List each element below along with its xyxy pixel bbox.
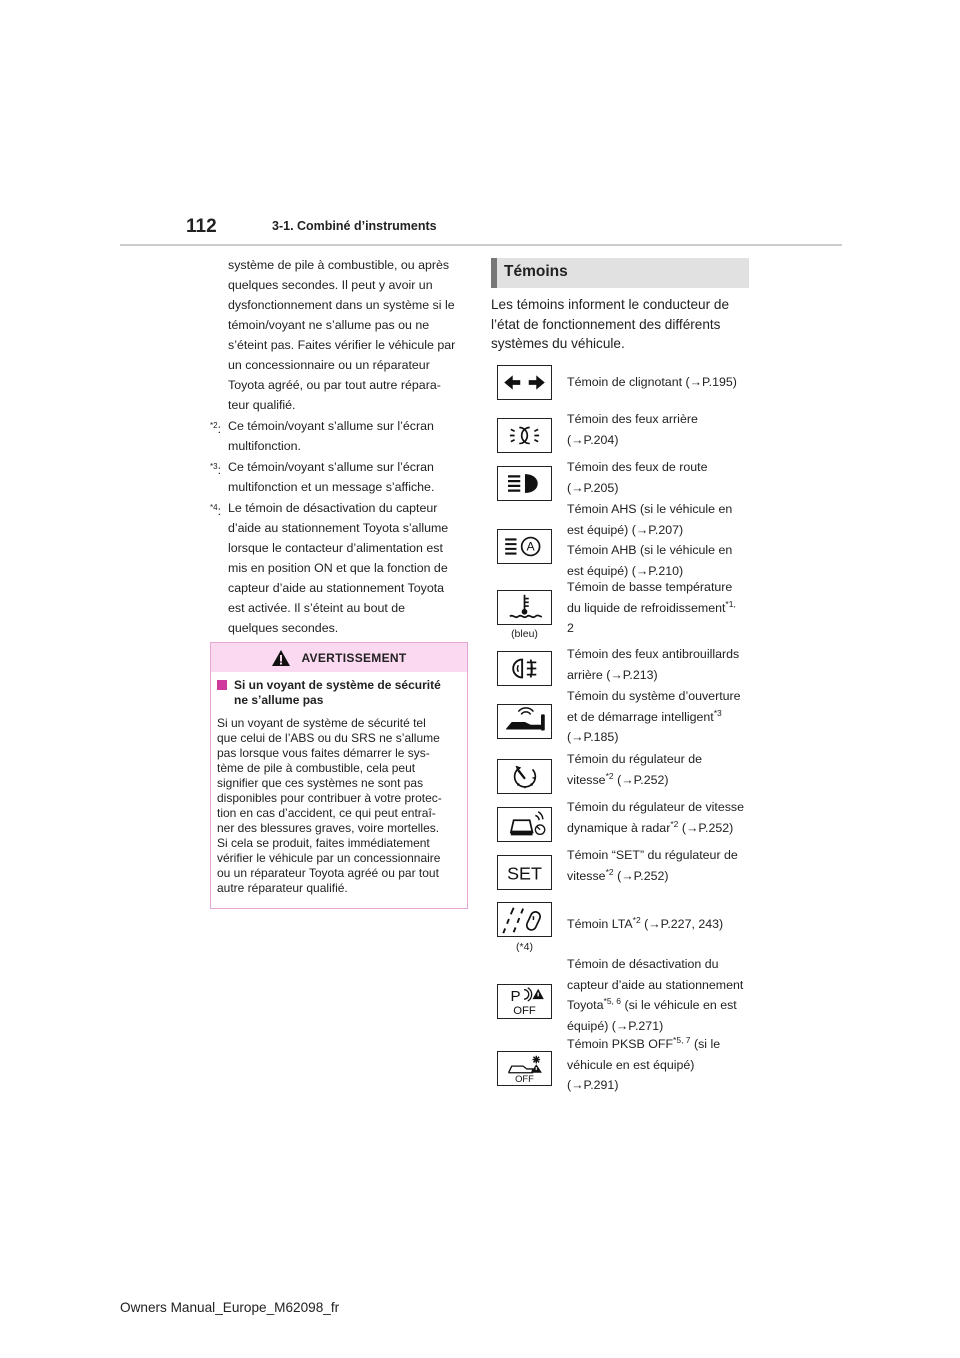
- indicator-description: Témoin du système d’ouverture et de démarrage intelligent$^{*3}$ (→P.185): [567, 689, 741, 744]
- arrow-icon: →: [615, 1018, 629, 1033]
- indicator-description: Témoin AHS (si le véhicule en est équipé) (→P.207) Témoin AHB (si le véhicule en est équipé) (→P.210): [567, 502, 733, 578]
- high-beam-icon: [498, 467, 551, 500]
- warning-triangle-icon: [271, 649, 291, 667]
- indicator-icon-box: [497, 855, 552, 890]
- icon-text: SET: [507, 863, 542, 884]
- indicator-icon-box: [497, 529, 552, 564]
- indicator-icon-box: [497, 1051, 552, 1086]
- indicator-caption: (*4): [516, 941, 533, 953]
- footer-text: Owners Manual_Europe_M62098_fr: [120, 1300, 340, 1315]
- turn-signal-icon: [498, 366, 551, 399]
- continuation-text: système de pile à combustible, ou après quelques secondes. Il peut y avoir un dysfonctionnement dans un système si le témoin/voyant ne s’allume pas ou ne s’éteint pas. Faites vérifier le véhicule par un concessionnaire ou un réparateur Toyota agréé, ou par tout autre répara- teur qualifié.: [228, 258, 456, 412]
- arrow-icon: →: [635, 522, 649, 537]
- indicator-icon-box: [497, 984, 552, 1019]
- indicator-icon-box: [497, 365, 552, 400]
- indicator-description: Témoin de basse température du liquide de refroidissement$^{*1,}$ 2: [567, 580, 736, 635]
- left-column: [210, 255, 472, 638]
- indicator-icon-box: [497, 759, 552, 794]
- ahs-ahb-icon: [498, 530, 551, 563]
- set-icon: [498, 856, 551, 889]
- indicator-description: Témoin des feux arrière (→P.204): [567, 412, 698, 447]
- indicator-description: Témoin de clignotant (→P.195): [567, 375, 737, 389]
- pksb-off-icon: [498, 1052, 551, 1085]
- arrow-icon: →: [635, 563, 649, 578]
- warning-box: [210, 642, 468, 909]
- cruise-control-icon: [498, 760, 551, 793]
- indicator-icon-box: [497, 902, 552, 937]
- parking-sensor-off-icon: [498, 985, 551, 1018]
- header-rule: [120, 244, 842, 246]
- arrow-icon: →: [685, 820, 699, 835]
- rear-fog-icon: [498, 652, 551, 685]
- warning-text: Si un voyant de système de sécurité tel que celui de l’ABS ou du SRS ne s’allume pas lorsque vous faites démarrer le sys- tème de pile à combustible, cela peut signifier que ces systèmes ne sont pas disponibles pour contribuer à votre protec- tion en cas d’accident, ce qui peut entraî- ner des blessures graves, voire mortelles. Si cela se produit, faites immédiatement vérifier le véhicule par un concessionnaire ou un réparateur Toyota agréé ou par tout autre réparateur qualifié.: [217, 716, 442, 895]
- indicator-description: Témoin du régulateur de vitesse dynamique à radar$^{*2}$ (→P.252): [567, 800, 745, 835]
- indicator-icon-box: [497, 418, 552, 453]
- smart-entry-icon: [498, 705, 551, 738]
- indicator-description: Témoin PKSB OFF$^{*5, 7}$ (si le véhicule en est équipé) (→P.291): [567, 1034, 721, 1092]
- indicator-description: Témoin “SET” du régulateur de vitesse$^{*2}$ (→P.252): [567, 848, 738, 883]
- arrow-icon: →: [648, 917, 661, 931]
- svg-text:P: P: [510, 988, 521, 1006]
- icon-text: OFF: [513, 1005, 536, 1018]
- section-heading: Témoins: [491, 258, 749, 288]
- indicator-description: Témoin du régulateur de vitesse$^{*2}$ (→P.252): [567, 752, 703, 787]
- indicator-icon-box: [497, 651, 552, 686]
- page-number: 112: [186, 216, 217, 237]
- indicator-icon-box: [497, 590, 552, 625]
- footnote-4: $^{*4}$: Le témoin de désactivation du capteur d’aide au stationnement Toyota s’allume lorsque le contacteur d’alimentation est mis en position ON et que la fonction de capteur d’aide au stationnement Toyota est activée. Il s’éteint au bout de quelques secondes.: [210, 501, 449, 635]
- lta-icon: [498, 903, 551, 936]
- indicator-description: Témoin des feux antibrouillards arrière (→P.213): [567, 647, 740, 682]
- warning-heading: AVERTISSEMENT: [301, 650, 407, 665]
- indicator-description: Témoin des feux de route (→P.205): [567, 460, 708, 495]
- indicator-caption: (bleu): [511, 628, 538, 640]
- indicator-description: Témoin de désactivation du capteur d’aide au stationnement Toyota$^{*5, 6}$ (si le véhicule en est équipé) (→P.271): [567, 957, 744, 1033]
- warning-title: Si un voyant de système de sécurité ne s’allume pas: [217, 678, 461, 708]
- icon-text: OFF: [515, 1073, 534, 1085]
- tail-light-icon: [498, 419, 551, 452]
- warning-header: [211, 643, 467, 672]
- arrow-icon: →: [571, 432, 584, 447]
- indicator-icon-box: [497, 466, 552, 501]
- section-intro: Les témoins informent le conducteur de l’état de fonctionnement des différents systèmes du véhicule.: [491, 297, 730, 351]
- chapter-title: 3-1. Combiné d’instruments: [272, 219, 437, 233]
- bullet-square-icon: [217, 680, 227, 690]
- arrow-icon: →: [621, 772, 634, 787]
- arrow-icon: →: [571, 480, 584, 495]
- indicator-description: Témoin LTA$^{*2}$ (→P.227, 243): [567, 914, 724, 931]
- svg-text:A: A: [526, 539, 535, 554]
- indicator-icon-box: [497, 704, 552, 739]
- footnote-3: $^{*3}$: Ce témoin/voyant s’allume sur l’écran multifonction et un message s’affiche.: [210, 460, 435, 494]
- radar-cruise-icon: [498, 808, 551, 841]
- arrow-icon: →: [571, 730, 584, 744]
- arrow-icon: →: [571, 1078, 584, 1092]
- arrow-icon: →: [621, 868, 634, 883]
- arrow-icon: →: [610, 667, 623, 682]
- arrow-icon: →: [689, 375, 702, 389]
- indicator-icon-box: [497, 807, 552, 842]
- footnote-2: $^{*2}$: Ce témoin/voyant s’allume sur l’écran multifonction.: [210, 419, 434, 453]
- low-coolant-temp-icon: [498, 591, 551, 624]
